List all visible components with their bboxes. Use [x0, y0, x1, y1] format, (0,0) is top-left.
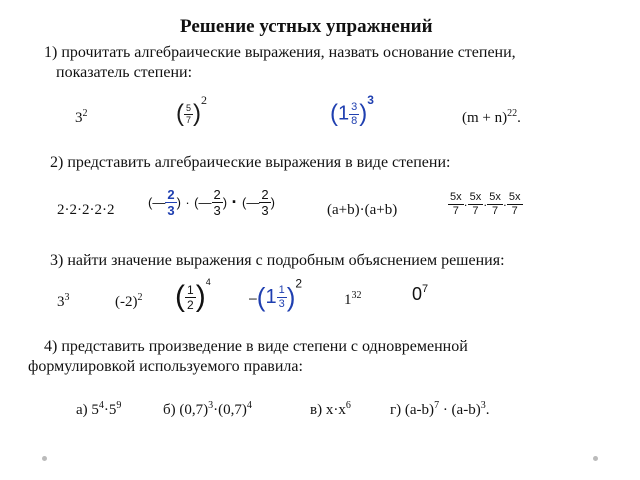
task4-line2: формулировкой используемого правила: [28, 358, 303, 375]
task4-item-a: а) $5^4\cdot 5^9$ [76, 400, 122, 418]
task4-item-c: в) $x\cdot x^6$ [310, 400, 351, 418]
task3-expr-1: $3^3$ [57, 292, 70, 310]
task3-expr-2: $(-2)^2$ [115, 292, 143, 310]
task2-expr-2: (— $\frac{2}{3}$ ) · (— $\frac{2}{3}$ ) · (— $\frac{2}{3}$ ) [148, 187, 275, 218]
task1-line2: показатель степени: [56, 64, 193, 81]
task1-line1: 1) прочитать алгебраические выражения, назвать основание степени, [44, 44, 516, 61]
task1-expr-4: $(m + n)^{22}$. [462, 108, 521, 126]
task2-expr-1: 2·2·2·2·2 [57, 202, 115, 218]
task4-item-d: г) $(a-b)^7 \cdot (a-b)^3$. [390, 400, 490, 418]
page-title: Решение устных упражнений [180, 16, 433, 37]
task3-expr-5: $1^{32}$ [344, 290, 362, 308]
task3-text: 3) найти значение выражения с подробным объяснением решения: [50, 252, 505, 269]
decor-dot-left [42, 456, 47, 461]
task3-expr-3: ( $\frac{1}{2}$ )$^4$ [175, 277, 211, 313]
task4-item-b: б) $(0,7)^3\cdot(0,7)^4$ [163, 400, 252, 418]
task4-line1: 4) представить произведение в виде степени с одновременной [44, 338, 468, 355]
decor-dot-right [593, 456, 598, 461]
task2-expr-4: $\frac{5x}{7}$ · $\frac{5x}{7}$ · $\frac{5x}{7}$ · $\frac{5x}{7}$ [450, 191, 521, 217]
task1-expr-3: (1 $\frac{3}{8}$ )$^3$ [330, 93, 374, 127]
task2-expr-3: (a+b)·(a+b) [327, 202, 398, 218]
task2-text: 2) представить алгебраические выражения в виде степени: [50, 154, 451, 171]
task1-expr-2: ( $\frac{5}{7}$ )$^2$ [176, 93, 208, 128]
task3-expr-4: –(1 $\frac{1}{3}$ )$^2$ [249, 276, 303, 312]
task3-expr-6: $0^7$ [412, 283, 429, 304]
task1-expr-1: $3^2$ [75, 108, 88, 126]
